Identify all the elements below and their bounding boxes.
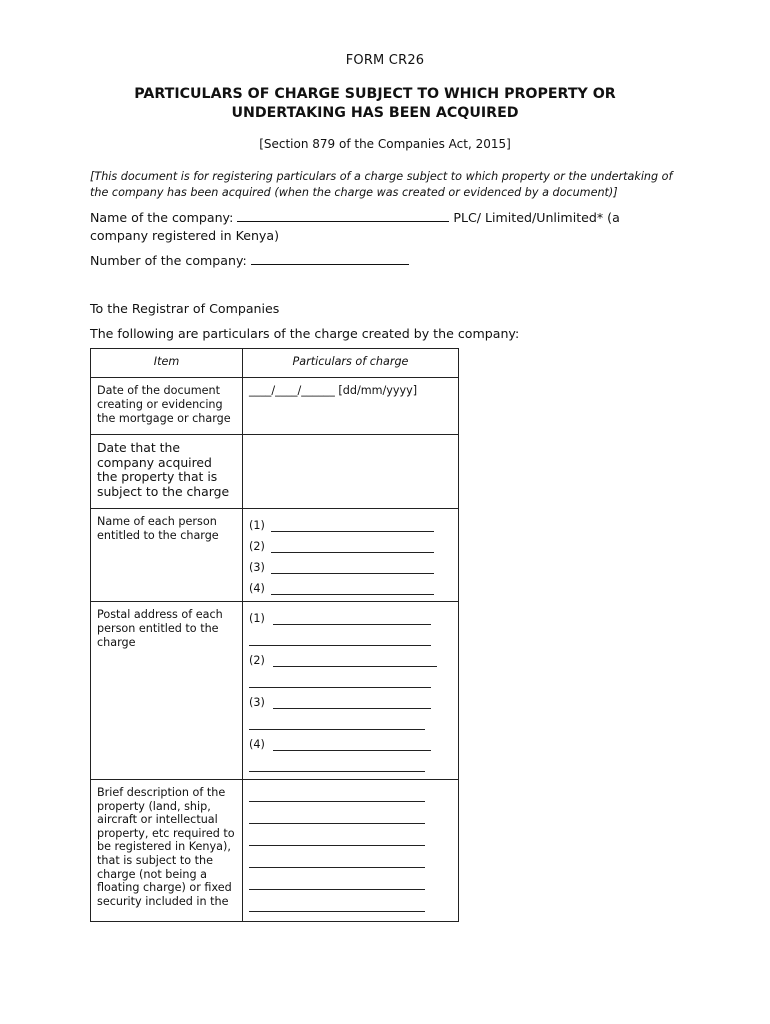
row-item-acquisition-date: Date that the company acquired the property that is subject to the charge: [91, 435, 243, 509]
address-entry[interactable]: (3): [249, 688, 452, 709]
charge-particulars-table: [90, 348, 459, 922]
address-line[interactable]: [249, 709, 425, 730]
company-number-line: [90, 252, 409, 269]
address-entry[interactable]: (2): [249, 646, 452, 667]
form-title: PARTICULARS OF CHARGE SUBJECT TO WHICH PROPERTY OR UNDERTAKING HAS BEEN ACQUIRED: [134, 86, 616, 121]
addressee: To the Registrar of Companies: [90, 301, 280, 316]
row-item-persons-entitled: Name of each person entitled to the charge: [91, 509, 243, 602]
row-item-document-date: Date of the document creating or evidencing the mortgage or charge: [91, 378, 243, 435]
description-line[interactable]: [249, 846, 425, 868]
company-name-suffix-line: company registered in Kenya): [90, 228, 280, 243]
person-entry[interactable]: (1): [249, 511, 452, 532]
row-item-property-description: Brief description of the property (land, ship, aircraft or intellectual property, etc required to be registered in Kenya), that is subject to the charge (not being a floating charge) or fixed security included in the: [91, 780, 243, 922]
table-row: [91, 509, 459, 602]
acquisition-date-field[interactable]: [243, 435, 459, 509]
company-name-label: Name of the company:: [90, 210, 234, 225]
description-line[interactable]: [249, 824, 425, 846]
description-line[interactable]: [249, 868, 425, 890]
table-row: [91, 780, 459, 922]
company-number-label: Number of the company:: [90, 253, 247, 268]
address-line[interactable]: [249, 751, 425, 772]
header-item: Item: [91, 349, 243, 378]
person-entry[interactable]: (4): [249, 574, 452, 595]
property-description-cell: [243, 780, 459, 922]
persons-entitled-cell: [243, 509, 459, 602]
form-note: [This document is for registering particulars of a charge subject to which property or the undertaking of the company has been acquired (when the charge was created or evidenced by a document)]: [90, 170, 673, 199]
address-entry[interactable]: (1): [249, 604, 452, 625]
address-line[interactable]: [249, 667, 431, 688]
person-entry[interactable]: (2): [249, 532, 452, 553]
table-row: [91, 435, 459, 509]
company-number-field[interactable]: [251, 252, 409, 265]
description-line[interactable]: [249, 890, 425, 912]
row-item-postal-address: Postal address of each person entitled to the charge: [91, 602, 243, 780]
table-row: [91, 378, 459, 435]
address-entry[interactable]: (4): [249, 730, 452, 751]
person-entry[interactable]: (3): [249, 553, 452, 574]
postal-address-cell: [243, 602, 459, 780]
description-line[interactable]: [249, 780, 425, 802]
section-reference: [Section 879 of the Companies Act, 2015]: [259, 137, 511, 151]
table-row: [91, 602, 459, 780]
company-name-line: [90, 209, 620, 226]
intro-text: The following are particulars of the charge created by the company:: [90, 326, 520, 341]
company-name-field[interactable]: [237, 209, 449, 222]
table-header-row: [91, 349, 459, 378]
document-date-field[interactable]: ____/____/______ [dd/mm/yyyy]: [243, 378, 459, 435]
header-particulars: Particulars of charge: [243, 349, 459, 378]
form-number: FORM CR26: [345, 53, 425, 68]
description-line[interactable]: [249, 802, 425, 824]
address-line[interactable]: [249, 625, 431, 646]
company-name-suffix: PLC/ Limited/Unlimited* (a: [453, 210, 620, 225]
